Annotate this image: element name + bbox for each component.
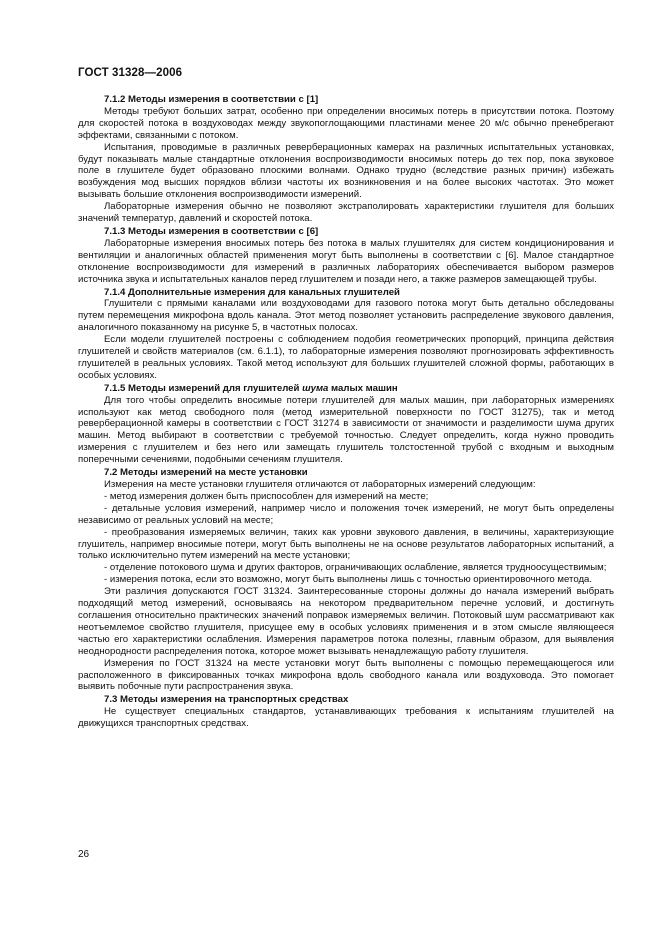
paragraph: Испытания, проводимые в различных реверберационных камерах на различных испытательных установках, будут показывать малые стандартные отклонения воспроизводимости вносимых потерь до тех пор, пока звуковое поле в глушителе будет образовано плоскими волнами. Однако трудно (вследствие разных причин) избежать возбуждения мод высших порядков вблизи частоты их возникновения и на более высоких частотах. Это может вызывать большие отклонения воспроизводимости измерений.	[78, 141, 614, 201]
list-item: - метод измерения должен быть приспособлен для измерений на месте;	[104, 490, 429, 502]
list-item: - измерения потока, если это возможно, могут быть выполнены лишь с точностью ориентировочного метода.	[104, 574, 593, 586]
paragraph: Лабораторные измерения обычно не позволяют экстраполировать характеристики глушителя для больших значений температур, давлений и скоростей потока.	[78, 201, 614, 225]
paragraph: Глушители с прямыми каналами или воздуховодами для газового потока могут быть детально обследованы путем перемещения микрофона вдоль канала. Этот метод позволяет установить распределение звукового давления, аналогичного показанному на рисунке 5, в частотных полосах.	[78, 298, 614, 334]
heading-text: малых машин	[328, 382, 398, 394]
paragraph: Эти различия допускаются ГОСТ 31324. Заинтересованные стороны должны до начала измерений выбрать подходящий метод измерений, основываясь на некотором предварительном перечне условий, и достигнуть соглашения относительно практических значений поправок измеряемых величин. Потоковый шум рассматривают как неотъемлемое свойство глушителя, присущее ему в особых условиях применения и в этом смысле являющееся частью его характеристики ослабления. Измерения параметров потока полезны, главным образом, для выявления неоднородности распределения потока, которое может вызывать ненадлежащую работу глушителя.	[78, 586, 614, 657]
section-heading-7-2: 7.2 Методы измерений на месте установки	[104, 467, 308, 479]
paragraph: Измерения на месте установки глушителя отличаются от лабораторных измерений следующим:	[104, 479, 536, 490]
heading-emphasis: шума	[302, 382, 329, 394]
paragraph: Методы требуют больших затрат, особенно при определении вносимых потерь в присутствии потока. Поэтому для скоростей потока в воздуховодах между звукопоглощающими пластинами менее 20 м/с обычно пренебрегают эффектами, связанными с потоком.	[78, 105, 614, 141]
list-item: - отделение потокового шума и других факторов, ограничивающих ослабление, является трудноосуществимым;	[104, 562, 607, 574]
paragraph: Измерения по ГОСТ 31324 на месте установки могут быть выполнены с помощью перемещающегося или расположенного в фиксированных точках микрофона вдоль свободного канала или воздуховода. Это помогает выявить побочные пути распространения звука.	[78, 657, 614, 693]
document-body	[78, 94, 614, 730]
section-heading-7-1-4: 7.1.4 Дополнительные измерения для канальных глушителей	[104, 286, 400, 298]
list-item: - детальные условия измерений, например число и положения точек измерений, не могут быть определены независимо от реальных условий на месте;	[78, 502, 614, 526]
paragraph: Лабораторные измерения вносимых потерь без потока в малых глушителях для систем кондиционирования и вентиляции и аналогичных областей применения могут быть выполнены в соответствии с [6]. Малое стандартное отклонение воспроизводимости для измерений в различных лабораториях обеспечивается выбором размеров источника звука и испытательных каналов перед глушителем и позади него, а также размеров замещающей трубы.	[78, 237, 614, 285]
section-heading-7-1-2: 7.1.2 Методы измерения в соответствии с [1]	[104, 94, 319, 105]
section-heading-7-3: 7.3 Методы измерения на транспортных средствах	[104, 694, 349, 706]
heading-text: 7.1.5 Методы измерений для глушителей	[104, 382, 303, 394]
document-header: ГОСТ 31328—2006	[78, 67, 183, 79]
page-number: 26	[78, 849, 90, 860]
list-item: - преобразования измеряемых величин, таких как уровни звукового давления, в величины, характеризующие глушитель, например вносимые потери, могут быть выполнены не на основе результатов лабораторных испытаний, а только исключительно путем измерений на месте установки;	[78, 526, 614, 562]
paragraph: Если модели глушителей построены с соблюдением подобия геометрических пропорций, принципа действия глушителей и свойств материалов (см. 6.1.1), то лабораторные измерения позволяют прогнозировать эффективность глушителей в реальных условиях. Такой метод используют для больших глушителей сложной формы, работающих в особых условиях.	[78, 334, 614, 381]
section-heading-7-1-3: 7.1.3 Методы измерения в соответствии с [6]	[104, 225, 319, 237]
section-heading-7-1-5	[78, 383, 614, 395]
paragraph: Для того чтобы определить вносимые потери глушителей для малых машин, при лабораторных измерениях используют как метод свободного поля (метод измерительной поверхности по ГОСТ 31275), так и метод реверберационной камеры в соответствии с ГОСТ 31274 в зависимости от значимости и разделимости шума других машин. Метод выбирают в соответствии с требуемой точностью. Следует определить, когда нужно проводить измерения с глушителем и без него или замещать глушитель толстостенной трубой с входным и выходным поперечными сечениями, подобными сечениям глушителя.	[78, 394, 614, 466]
paragraph: Не существует специальных стандартов, устанавливающих требования к испытаниям глушителей на движущихся транспортных средствах.	[78, 706, 614, 730]
